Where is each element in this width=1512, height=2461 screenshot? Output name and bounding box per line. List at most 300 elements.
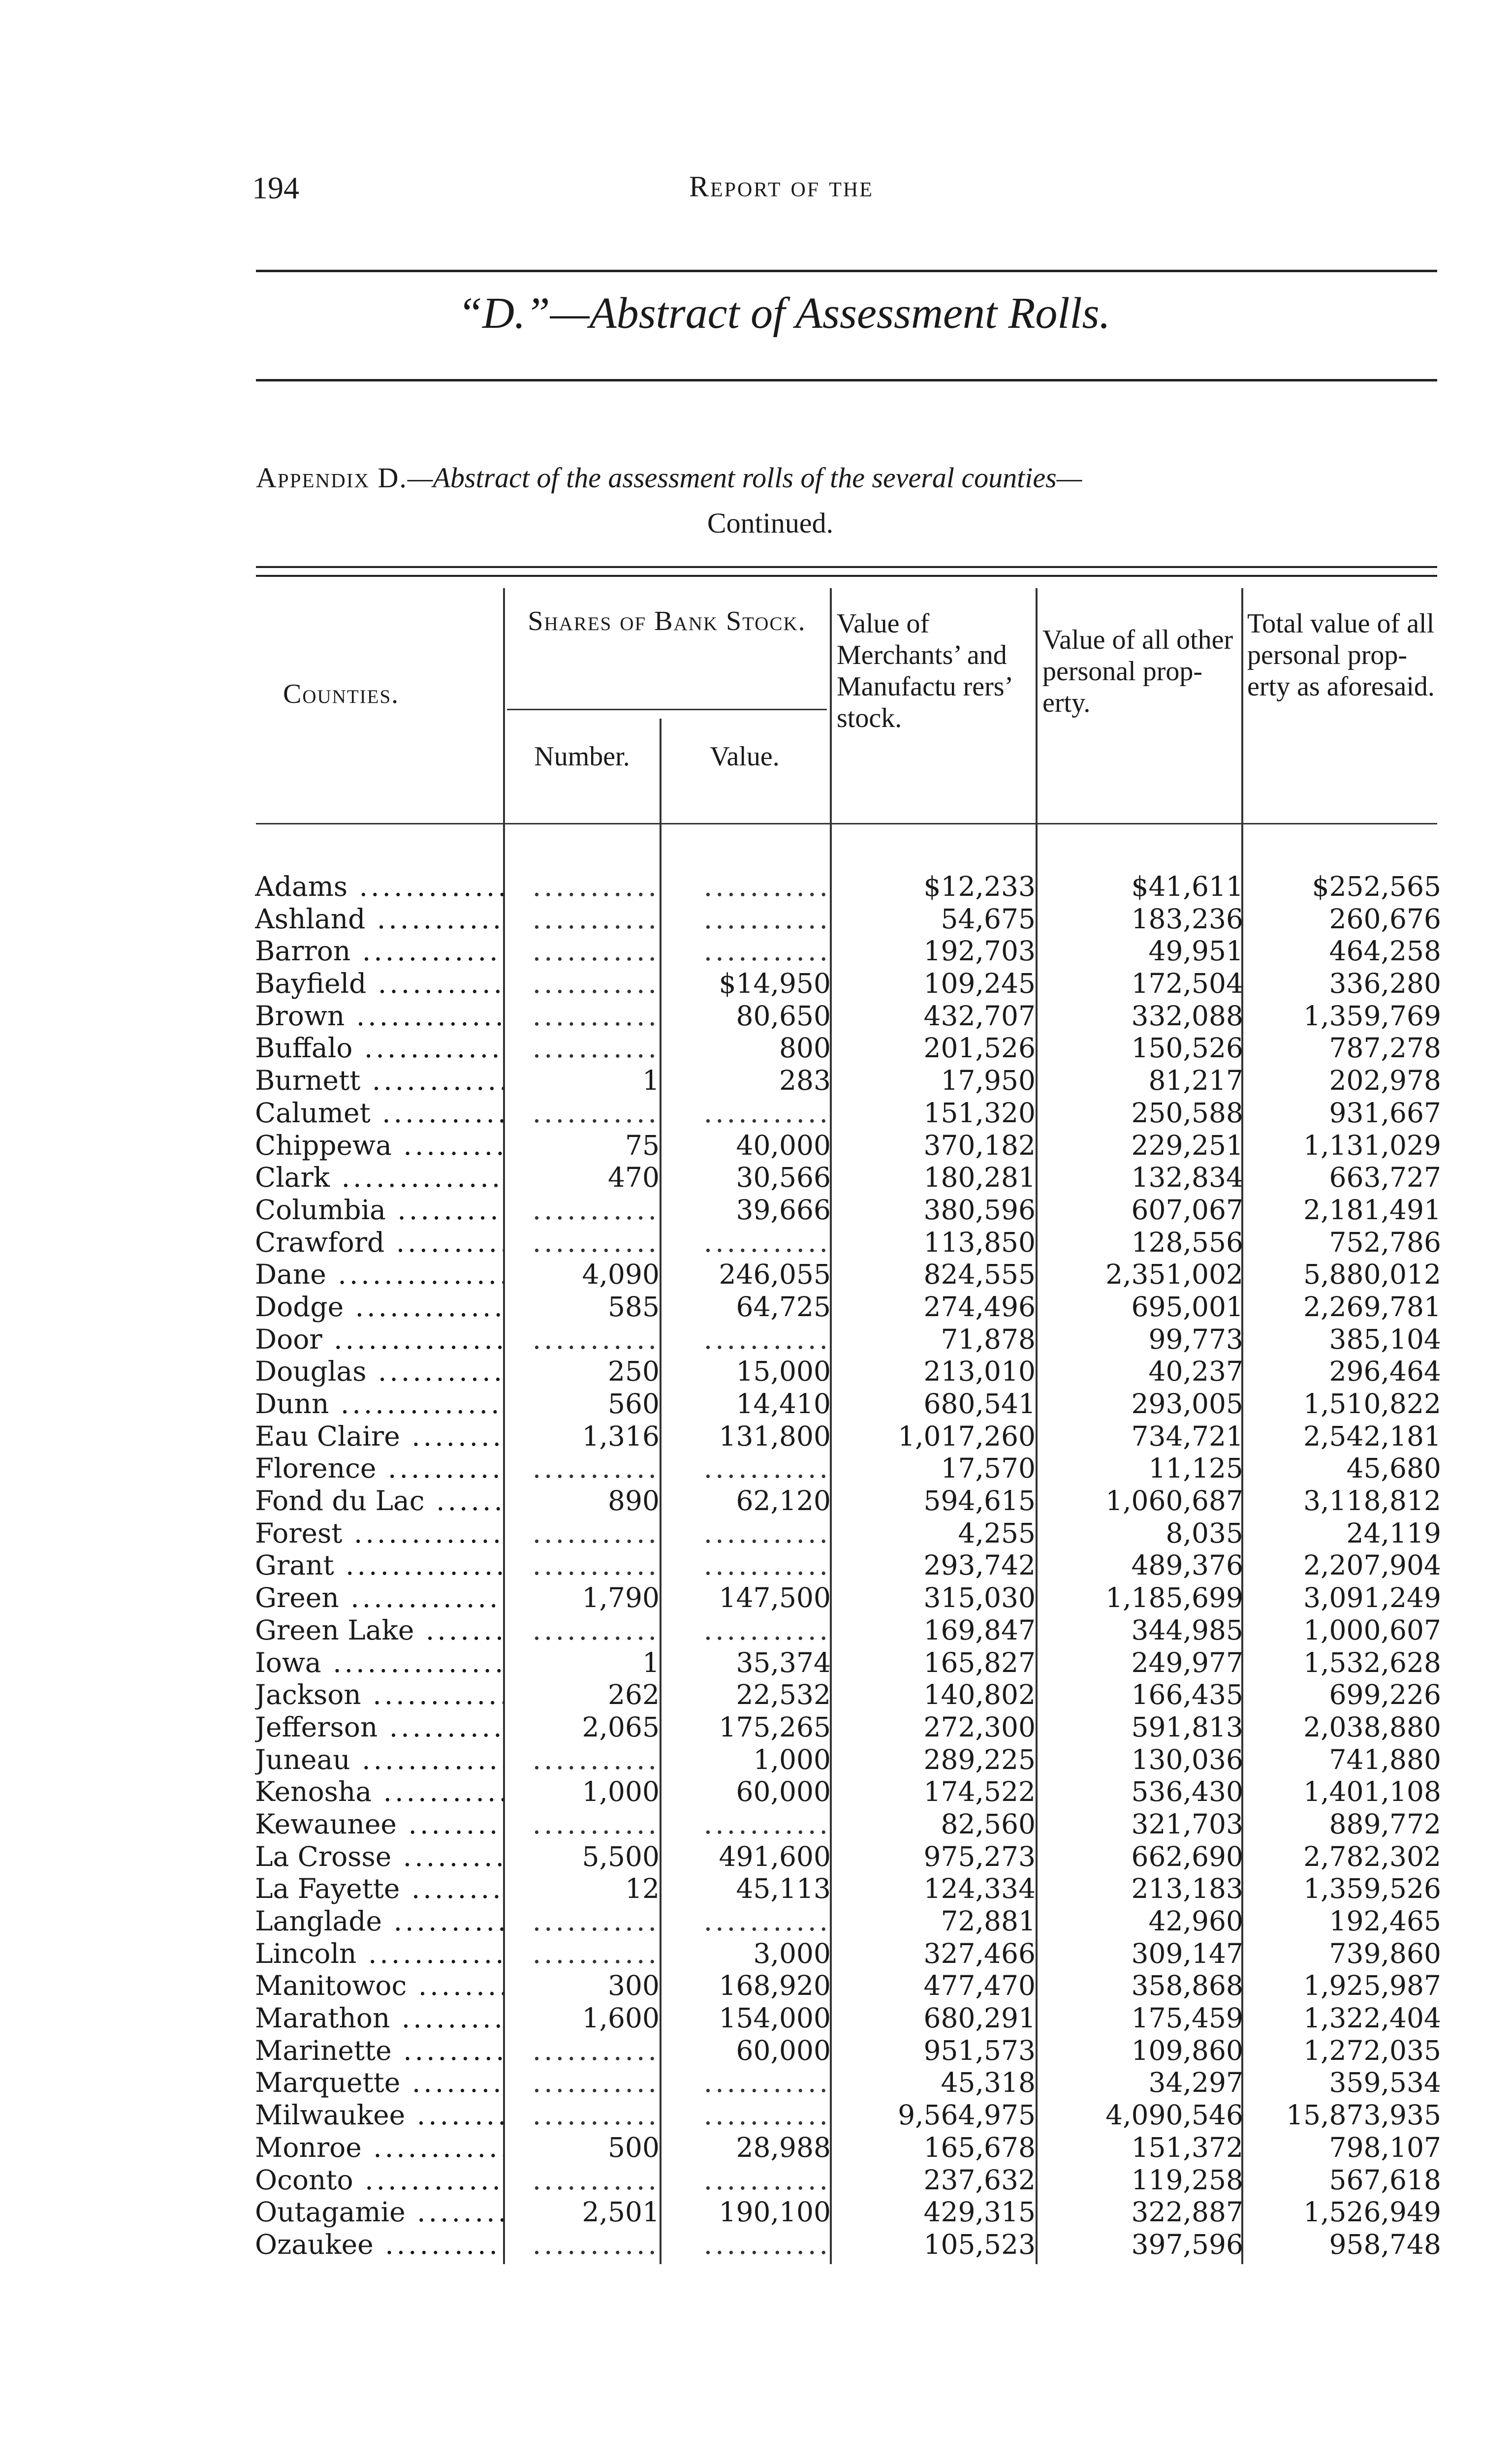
cell-merchants: 429,315 xyxy=(923,2196,1036,2228)
cell-value: 168,920 xyxy=(719,1970,831,2002)
table-row xyxy=(255,935,1441,968)
cell-other: 213,183 xyxy=(1131,1873,1243,1905)
county-name: Bayfield ..... xyxy=(255,968,504,1000)
table-top-rule-2 xyxy=(256,575,1437,577)
table-row xyxy=(255,1000,1441,1033)
cell-value: 131,800 xyxy=(719,1420,831,1452)
cell-value: 40,000 xyxy=(736,1129,831,1161)
cell-number: ........... xyxy=(532,968,660,1000)
cell-total: 2,038,880 xyxy=(1303,1711,1441,1743)
cell-other: 332,088 xyxy=(1131,1000,1243,1032)
cell-other: 151,372 xyxy=(1131,2131,1243,2163)
table-row xyxy=(255,1873,1441,1905)
appendix-label: Appendix D. xyxy=(256,462,408,494)
cell-merchants: 1,017,260 xyxy=(898,1420,1036,1452)
cell-number: 262 xyxy=(608,1679,660,1711)
cell-other: 49,951 xyxy=(1148,935,1243,967)
cell-total: 385,104 xyxy=(1329,1323,1441,1355)
table-row xyxy=(255,1032,1441,1065)
cell-number: ........... xyxy=(532,2034,660,2066)
cell-number: 890 xyxy=(608,1485,660,1517)
cell-merchants: 824,555 xyxy=(923,1259,1036,1291)
table-row xyxy=(255,1194,1441,1227)
cell-total: 192,465 xyxy=(1329,1905,1441,1937)
cell-other: 250,588 xyxy=(1131,1097,1243,1129)
cell-number: ........... xyxy=(532,1000,660,1032)
cell-number: ........... xyxy=(532,1032,660,1064)
cell-other: 397,596 xyxy=(1131,2228,1243,2260)
county-name: Florence ..... xyxy=(255,1452,504,1485)
cell-other: 695,001 xyxy=(1131,1291,1243,1323)
cell-number: ........... xyxy=(532,1097,660,1129)
cell-value: ........... xyxy=(703,1808,831,1840)
cell-value: 1,000 xyxy=(753,1743,831,1775)
appendix-continued: Continued. xyxy=(707,507,834,539)
cell-number: 12 xyxy=(625,1873,660,1905)
cell-value: 22,532 xyxy=(736,1679,831,1711)
cell-merchants: 975,273 xyxy=(923,1840,1036,1872)
assessment-table-body xyxy=(255,871,1441,2261)
cell-value: ........... xyxy=(703,935,831,967)
table-row xyxy=(255,2132,1441,2164)
cell-merchants: 124,334 xyxy=(923,1873,1036,1905)
cell-merchants: 9,564,975 xyxy=(898,2099,1036,2131)
cell-merchants: 327,466 xyxy=(923,1937,1036,1969)
table-row xyxy=(255,1356,1441,1388)
cell-merchants: 237,632 xyxy=(923,2164,1036,2196)
cell-total: 663,727 xyxy=(1329,1162,1441,1194)
cell-merchants: 54,675 xyxy=(941,903,1036,935)
cell-other: 132,834 xyxy=(1131,1162,1243,1194)
cell-other: 2,351,002 xyxy=(1105,1259,1243,1291)
table-row xyxy=(255,1841,1441,1873)
cell-total: 15,873,935 xyxy=(1286,2099,1441,2131)
cell-value: 15,000 xyxy=(736,1356,831,1388)
cell-number: ........... xyxy=(532,1226,660,1258)
cell-other: 322,887 xyxy=(1131,2196,1243,2228)
table-row xyxy=(255,2035,1441,2067)
cell-merchants: 272,300 xyxy=(923,1711,1036,1743)
cell-value: ........... xyxy=(703,2164,831,2196)
county-name: Langlade ..... xyxy=(255,1905,504,1938)
cell-value: 39,666 xyxy=(736,1194,831,1226)
cell-value: 80,650 xyxy=(736,1000,831,1032)
cell-total: 202,978 xyxy=(1329,1065,1441,1097)
cell-merchants: 17,950 xyxy=(941,1065,1036,1097)
cell-value: 64,725 xyxy=(736,1291,831,1323)
cell-merchants: 680,541 xyxy=(923,1388,1036,1420)
county-name: Lincoln ..... xyxy=(255,1938,504,1970)
cell-value: 147,500 xyxy=(719,1582,831,1614)
table-row xyxy=(255,1582,1441,1614)
county-name: Door ..... xyxy=(255,1324,504,1356)
cell-total: 2,269,781 xyxy=(1303,1291,1441,1323)
table-row xyxy=(255,2067,1441,2099)
cell-total: 45,680 xyxy=(1346,1452,1441,1484)
county-name: Juneau ..... xyxy=(255,1744,504,1776)
cell-number: 500 xyxy=(608,2131,660,2163)
cell-other: 229,251 xyxy=(1131,1129,1243,1161)
cell-number: ........... xyxy=(532,1194,660,1226)
cell-number: ........... xyxy=(532,935,660,967)
cell-value: 491,600 xyxy=(719,1840,831,1872)
cell-value: 62,120 xyxy=(736,1485,831,1517)
cell-number: 585 xyxy=(608,1291,660,1323)
table-row xyxy=(255,1420,1441,1453)
cell-value: ........... xyxy=(703,1614,831,1646)
table-row xyxy=(255,1227,1441,1259)
cell-total: 296,464 xyxy=(1329,1356,1441,1388)
cell-total: 1,359,769 xyxy=(1303,1000,1441,1032)
appendix-description: —Abstract of the assessment rolls of the several counties— xyxy=(407,462,1082,494)
county-name: Jefferson ..... xyxy=(255,1711,504,1744)
cell-total: 1,322,404 xyxy=(1303,2002,1441,2034)
table-row xyxy=(255,1744,1441,1776)
county-name: Fond du Lac ..... xyxy=(255,1485,504,1517)
county-name: Calumet ..... xyxy=(255,1097,504,1130)
table-row xyxy=(255,1905,1441,1938)
cell-other: 8,035 xyxy=(1166,1517,1243,1549)
cell-number: ........... xyxy=(532,871,660,902)
cell-merchants: 82,560 xyxy=(941,1808,1036,1840)
county-name: Buffalo ..... xyxy=(255,1032,504,1065)
cell-merchants: 174,522 xyxy=(923,1776,1036,1808)
cell-number: ........... xyxy=(532,1743,660,1775)
cell-value: ........... xyxy=(703,2099,831,2131)
cell-total: 958,748 xyxy=(1329,2228,1441,2260)
cell-number: 1,000 xyxy=(582,1776,660,1808)
cell-value: 283 xyxy=(779,1065,831,1097)
cell-other: 591,813 xyxy=(1131,1711,1243,1743)
cell-other: 309,147 xyxy=(1131,1937,1243,1969)
cell-other: 175,459 xyxy=(1131,2002,1243,2034)
cell-other: 40,237 xyxy=(1148,1356,1243,1388)
table-row xyxy=(255,1388,1441,1420)
cell-other: $41,611 xyxy=(1131,871,1243,902)
cell-total: 2,782,302 xyxy=(1303,1840,1441,1872)
table-row xyxy=(255,1776,1441,1808)
county-name: Barron ..... xyxy=(255,935,504,968)
cell-other: 489,376 xyxy=(1131,1549,1243,1581)
cell-other: 119,258 xyxy=(1131,2164,1243,2196)
cell-value: 60,000 xyxy=(736,1776,831,1808)
cell-other: 172,504 xyxy=(1131,968,1243,1000)
cell-value: ........... xyxy=(703,1226,831,1258)
cell-number: ........... xyxy=(532,903,660,935)
table-row xyxy=(255,1679,1441,1711)
cell-merchants: 109,245 xyxy=(923,968,1036,1000)
cell-merchants: 274,496 xyxy=(923,1291,1036,1323)
cell-total: 1,526,949 xyxy=(1303,2196,1441,2228)
county-name: Marathon ..... xyxy=(255,2002,504,2035)
cell-merchants: 45,318 xyxy=(941,2067,1036,2099)
header-counties: Counties. xyxy=(283,679,400,709)
cell-value: ........... xyxy=(703,2228,831,2260)
cell-value: 175,265 xyxy=(719,1711,831,1743)
header-merchants-stock: Value of Merchants’ and Manufactu rers’ stock. xyxy=(837,608,1012,733)
county-name: Marinette ..... xyxy=(255,2035,504,2067)
cell-number: ........... xyxy=(532,2067,660,2099)
cell-merchants: 293,742 xyxy=(923,1549,1036,1581)
cell-value: 30,566 xyxy=(736,1162,831,1194)
cell-number: 1,600 xyxy=(582,2002,660,2034)
cell-other: 183,236 xyxy=(1131,903,1243,935)
table-row xyxy=(255,1130,1441,1162)
cell-other: 358,868 xyxy=(1131,1970,1243,2002)
running-head-initial: R xyxy=(689,170,711,203)
cell-total: $252,565 xyxy=(1312,871,1441,902)
cell-value: 35,374 xyxy=(736,1646,831,1678)
running-head xyxy=(689,170,874,204)
table-row xyxy=(255,2099,1441,2132)
cell-number: ........... xyxy=(532,1517,660,1549)
table-row xyxy=(255,2229,1441,2261)
cell-total: 5,880,012 xyxy=(1303,1259,1441,1291)
cell-merchants: 370,182 xyxy=(923,1129,1036,1161)
cell-total: 1,359,526 xyxy=(1303,1873,1441,1905)
appendix-caption xyxy=(256,455,1437,546)
cell-value: 45,113 xyxy=(736,1873,831,1905)
cell-other: 11,125 xyxy=(1148,1452,1243,1484)
cell-value: 154,000 xyxy=(719,2002,831,2034)
cell-merchants: $12,233 xyxy=(923,871,1036,902)
cell-value: ........... xyxy=(703,1323,831,1355)
cell-number: ........... xyxy=(532,1323,660,1355)
cell-merchants: 165,827 xyxy=(923,1646,1036,1678)
cell-value: 800 xyxy=(779,1032,831,1064)
cell-total: 741,880 xyxy=(1329,1743,1441,1775)
cell-total: 1,000,607 xyxy=(1303,1614,1441,1646)
page-number: 194 xyxy=(252,170,299,205)
cell-merchants: 71,878 xyxy=(941,1323,1036,1355)
cell-number: ........... xyxy=(532,1452,660,1484)
cell-number: 2,065 xyxy=(582,1711,660,1743)
cell-other: 128,556 xyxy=(1131,1226,1243,1258)
cell-other: 130,036 xyxy=(1131,1743,1243,1775)
cell-value: 60,000 xyxy=(736,2034,831,2066)
table-row xyxy=(255,1291,1441,1324)
county-name: Green Lake ..... xyxy=(255,1614,504,1647)
county-name: Dane ..... xyxy=(255,1259,504,1291)
header-number: Number. xyxy=(534,741,630,772)
cell-merchants: 105,523 xyxy=(923,2228,1036,2260)
cell-value: ........... xyxy=(703,1517,831,1549)
cell-merchants: 477,470 xyxy=(923,1970,1036,2002)
header-other-property: Value of all other personal property. xyxy=(1042,625,1233,718)
cell-number: 75 xyxy=(625,1129,660,1161)
cell-number: 1 xyxy=(642,1646,660,1678)
cell-total: 931,667 xyxy=(1329,1097,1441,1129)
table-row xyxy=(255,903,1441,936)
cell-total: 260,676 xyxy=(1329,903,1441,935)
cell-number: ........... xyxy=(532,1937,660,1969)
cell-number: ........... xyxy=(532,2164,660,2196)
county-name: Outagamie ..... xyxy=(255,2196,504,2229)
county-name: Eau Claire ..... xyxy=(255,1420,504,1453)
cell-value: ........... xyxy=(703,2067,831,2099)
county-name: Dodge ..... xyxy=(255,1291,504,1324)
cell-value: ........... xyxy=(703,871,831,902)
county-name: Kewaunee ..... xyxy=(255,1808,504,1841)
cell-merchants: 951,573 xyxy=(923,2034,1036,2066)
cell-merchants: 315,030 xyxy=(923,1582,1036,1614)
cell-number: 1,316 xyxy=(582,1420,660,1452)
cell-merchants: 432,707 xyxy=(923,1000,1036,1032)
cell-total: 2,181,491 xyxy=(1303,1194,1441,1226)
table-row xyxy=(255,1065,1441,1097)
cell-merchants: 169,847 xyxy=(923,1614,1036,1646)
cell-merchants: 594,615 xyxy=(923,1485,1036,1517)
cell-other: 1,185,699 xyxy=(1105,1582,1243,1614)
county-name: Marquette ..... xyxy=(255,2067,504,2099)
cell-value: 14,410 xyxy=(736,1388,831,1420)
cell-value: ........... xyxy=(703,1905,831,1937)
cell-other: 321,703 xyxy=(1131,1808,1243,1840)
cell-number: 560 xyxy=(608,1388,660,1420)
county-name: Columbia ..... xyxy=(255,1194,504,1227)
cell-other: 42,960 xyxy=(1148,1905,1243,1937)
table-row xyxy=(255,2196,1441,2229)
cell-other: 99,773 xyxy=(1148,1323,1243,1355)
cell-merchants: 201,526 xyxy=(923,1032,1036,1064)
header-bottom-rule xyxy=(256,823,1437,824)
county-name: Manitowoc ..... xyxy=(255,1970,504,2002)
cell-number: ........... xyxy=(532,1614,660,1646)
cell-merchants: 113,850 xyxy=(923,1226,1036,1258)
cell-number: 250 xyxy=(608,1356,660,1388)
cell-other: 536,430 xyxy=(1131,1776,1243,1808)
appendix-caption-line xyxy=(256,455,1437,501)
cell-other: 344,985 xyxy=(1131,1614,1243,1646)
county-name: Kenosha ..... xyxy=(255,1776,504,1808)
county-name: Iowa ..... xyxy=(255,1647,504,1679)
cell-number: ........... xyxy=(532,2228,660,2260)
cell-merchants: 380,596 xyxy=(923,1194,1036,1226)
county-name: Chippewa ..... xyxy=(255,1130,504,1162)
table-row xyxy=(255,1614,1441,1647)
cell-total: 3,091,249 xyxy=(1303,1582,1441,1614)
cell-merchants: 180,281 xyxy=(923,1162,1036,1194)
table-row xyxy=(255,1485,1441,1517)
cell-merchants: 151,320 xyxy=(923,1097,1036,1129)
county-name: Monroe ..... xyxy=(255,2132,504,2164)
cell-total: 1,272,035 xyxy=(1303,2034,1441,2066)
cell-other: 81,217 xyxy=(1148,1065,1243,1097)
cell-merchants: 213,010 xyxy=(923,1356,1036,1388)
cell-number: ........... xyxy=(532,2099,660,2131)
cell-number: 2,501 xyxy=(582,2196,660,2228)
county-name: Burnett ..... xyxy=(255,1065,504,1097)
cell-total: 24,119 xyxy=(1346,1517,1441,1549)
cell-total: 2,542,181 xyxy=(1303,1420,1441,1452)
table-row xyxy=(255,1808,1441,1841)
county-name: Grant ..... xyxy=(255,1549,504,1582)
cell-number: ........... xyxy=(532,1549,660,1581)
header-value: Value. xyxy=(710,741,780,772)
cell-total: 739,860 xyxy=(1329,1937,1441,1969)
cell-total: 1,401,108 xyxy=(1303,1776,1441,1808)
county-name: Ashland ..... xyxy=(255,903,504,936)
county-name: Forest ..... xyxy=(255,1517,504,1550)
cell-number: 4,090 xyxy=(582,1259,660,1291)
cell-value: 3,000 xyxy=(753,1937,831,1969)
cell-merchants: 192,703 xyxy=(923,935,1036,967)
county-name: La Crosse ..... xyxy=(255,1841,504,1873)
cell-merchants: 165,678 xyxy=(923,2131,1036,2163)
cell-total: 567,618 xyxy=(1329,2164,1441,2196)
cell-value: ........... xyxy=(703,903,831,935)
cell-value: 28,988 xyxy=(736,2131,831,2163)
table-row xyxy=(255,871,1441,903)
county-name: Milwaukee ..... xyxy=(255,2099,504,2132)
cell-number: ........... xyxy=(532,1808,660,1840)
county-name: Green ..... xyxy=(255,1582,504,1614)
table-row xyxy=(255,1452,1441,1485)
table-row xyxy=(255,1324,1441,1356)
cell-total: 787,278 xyxy=(1329,1032,1441,1064)
table-row xyxy=(255,1711,1441,1744)
cell-merchants: 17,570 xyxy=(941,1452,1036,1484)
cell-value: ........... xyxy=(703,1549,831,1581)
county-name: Brown ..... xyxy=(255,1000,504,1033)
cell-number: 470 xyxy=(608,1162,660,1194)
cell-total: 464,258 xyxy=(1329,935,1441,967)
cell-total: 752,786 xyxy=(1329,1226,1441,1258)
cell-number: 300 xyxy=(608,1970,660,2002)
county-name: Jackson ..... xyxy=(255,1679,504,1711)
cell-merchants: 4,255 xyxy=(958,1517,1036,1549)
county-name: Ozaukee ..... xyxy=(255,2229,504,2261)
county-name: Douglas ..... xyxy=(255,1356,504,1388)
cell-merchants: 140,802 xyxy=(923,1679,1036,1711)
cell-total: 798,107 xyxy=(1329,2131,1441,2163)
table-row xyxy=(255,1162,1441,1194)
cell-other: 109,860 xyxy=(1131,2034,1243,2066)
cell-merchants: 289,225 xyxy=(923,1743,1036,1775)
running-head-rest: eport of the xyxy=(710,170,874,203)
cell-total: 336,280 xyxy=(1329,968,1441,1000)
cell-value: ........... xyxy=(703,1097,831,1129)
cell-value: ........... xyxy=(703,1452,831,1484)
county-name: Clark ..... xyxy=(255,1162,504,1194)
cell-total: 3,118,812 xyxy=(1303,1485,1441,1517)
county-name: La Fayette ..... xyxy=(255,1873,504,1905)
cell-other: 662,690 xyxy=(1131,1840,1243,1872)
cell-total: 699,226 xyxy=(1329,1679,1441,1711)
cell-number: 1,790 xyxy=(582,1582,660,1614)
cell-other: 1,060,687 xyxy=(1105,1485,1243,1517)
cell-other: 607,067 xyxy=(1131,1194,1243,1226)
table-row xyxy=(255,1097,1441,1130)
county-name: Dunn ..... xyxy=(255,1388,504,1420)
cell-total: 1,925,987 xyxy=(1303,1970,1441,2002)
cell-other: 293,005 xyxy=(1131,1388,1243,1420)
section-title: “D.”—Abstract of Assessment Rolls. xyxy=(458,289,1110,338)
cell-other: 249,977 xyxy=(1131,1646,1243,1678)
cell-other: 150,526 xyxy=(1131,1032,1243,1064)
table-row xyxy=(255,1647,1441,1679)
cell-other: 734,721 xyxy=(1131,1420,1243,1452)
cell-other: 4,090,546 xyxy=(1105,2099,1243,2131)
cell-other: 166,435 xyxy=(1131,1679,1243,1711)
table-row xyxy=(255,1549,1441,1582)
cell-total: 2,207,904 xyxy=(1303,1549,1441,1581)
cell-number: 1 xyxy=(642,1065,660,1097)
cell-value: $14,950 xyxy=(719,968,831,1000)
header-shares-bank-stock: Shares of Bank Stock. xyxy=(528,606,806,636)
table-row xyxy=(255,1517,1441,1550)
cell-value: 246,055 xyxy=(719,1259,831,1291)
